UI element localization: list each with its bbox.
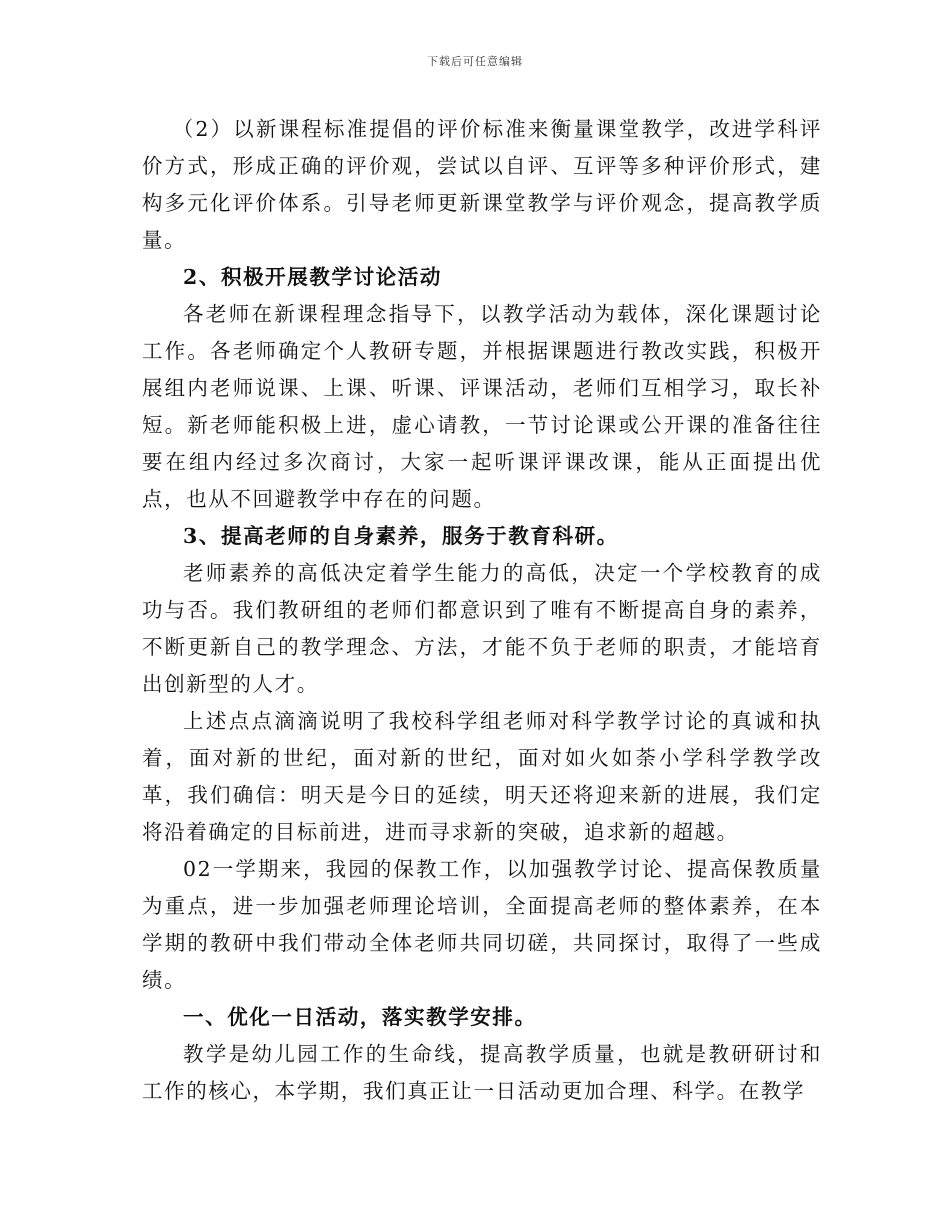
paragraph-teacher-quality: 老师素养的高低决定着学生能力的高低，决定一个学校教育的成功与否。我们教研组的老师们都意识到了唯有不断提高自身的素养，不断更新自己的教学理念、方法，才能不负于老师的职责，才能培育出创新型的人才。 [142, 561, 822, 696]
paragraph-summary: 上述点点滴滴说明了我校科学组老师对科学教学讨论的真诚和执着，面对新的世纪，面对新的世纪，面对如火如荼小学科学教学改革，我们确信：明天是今日的延续，明天还将迎来新的进展，我们定将沿着确定的目标前进，进而寻求新的突破，追求新的超越。 [142, 709, 822, 844]
page-header: 下载后可任意编辑 [427, 55, 523, 68]
paragraph-evaluation: （2）以新课程标准提倡的评价标准来衡量课堂教学，改进学科评价方式，形成正确的评价观，尝试以自评、互评等多种评价形式，建构多元化评价体系。引导老师更新课堂教学与评价观念，提高教学质量。 [142, 117, 822, 252]
paragraph-semester-overview: 02一学期来，我园的保教工作，以加强教学讨论、提高保教质量为重点，进一步加强老师理论培训，全面提高老师的整体素养，在本学期的教研中我们带动全体老师共同切磋，共同探讨，取得了一些成绩。 [142, 857, 822, 992]
paragraph-teaching-discussion: 各老师在新课程理念指导下，以教学活动为载体，深化课题讨论工作。各老师确定个人教研专题，并根据课题进行教改实践，积极开展组内老师说课、上课、听课、评课活动，老师们互相学习，取长补短。新老师能积极上进，虚心请教，一节讨论课或公开课的准备往往要在组内经过多次商讨，大家一起听课评课改课，能从正面提出优点，也从不回避教学中存在的问题。 [142, 302, 822, 511]
section-heading-teacher-quality: 3、提高老师的自身素养，服务于教育科研。 [183, 524, 619, 548]
section-heading-daily-activities: 一、优化一日活动，落实教学安排。 [183, 1005, 537, 1029]
paragraph-daily-activities: 教学是幼儿园工作的生命线，提高教学质量，也就是教研研讨和工作的核心，本学期，我们真正让一日活动更加合理、科学。在教学 [142, 1042, 822, 1103]
document-body [142, 111, 822, 1110]
section-heading-teaching-discussion: 2、积极开展教学讨论活动 [183, 265, 442, 289]
